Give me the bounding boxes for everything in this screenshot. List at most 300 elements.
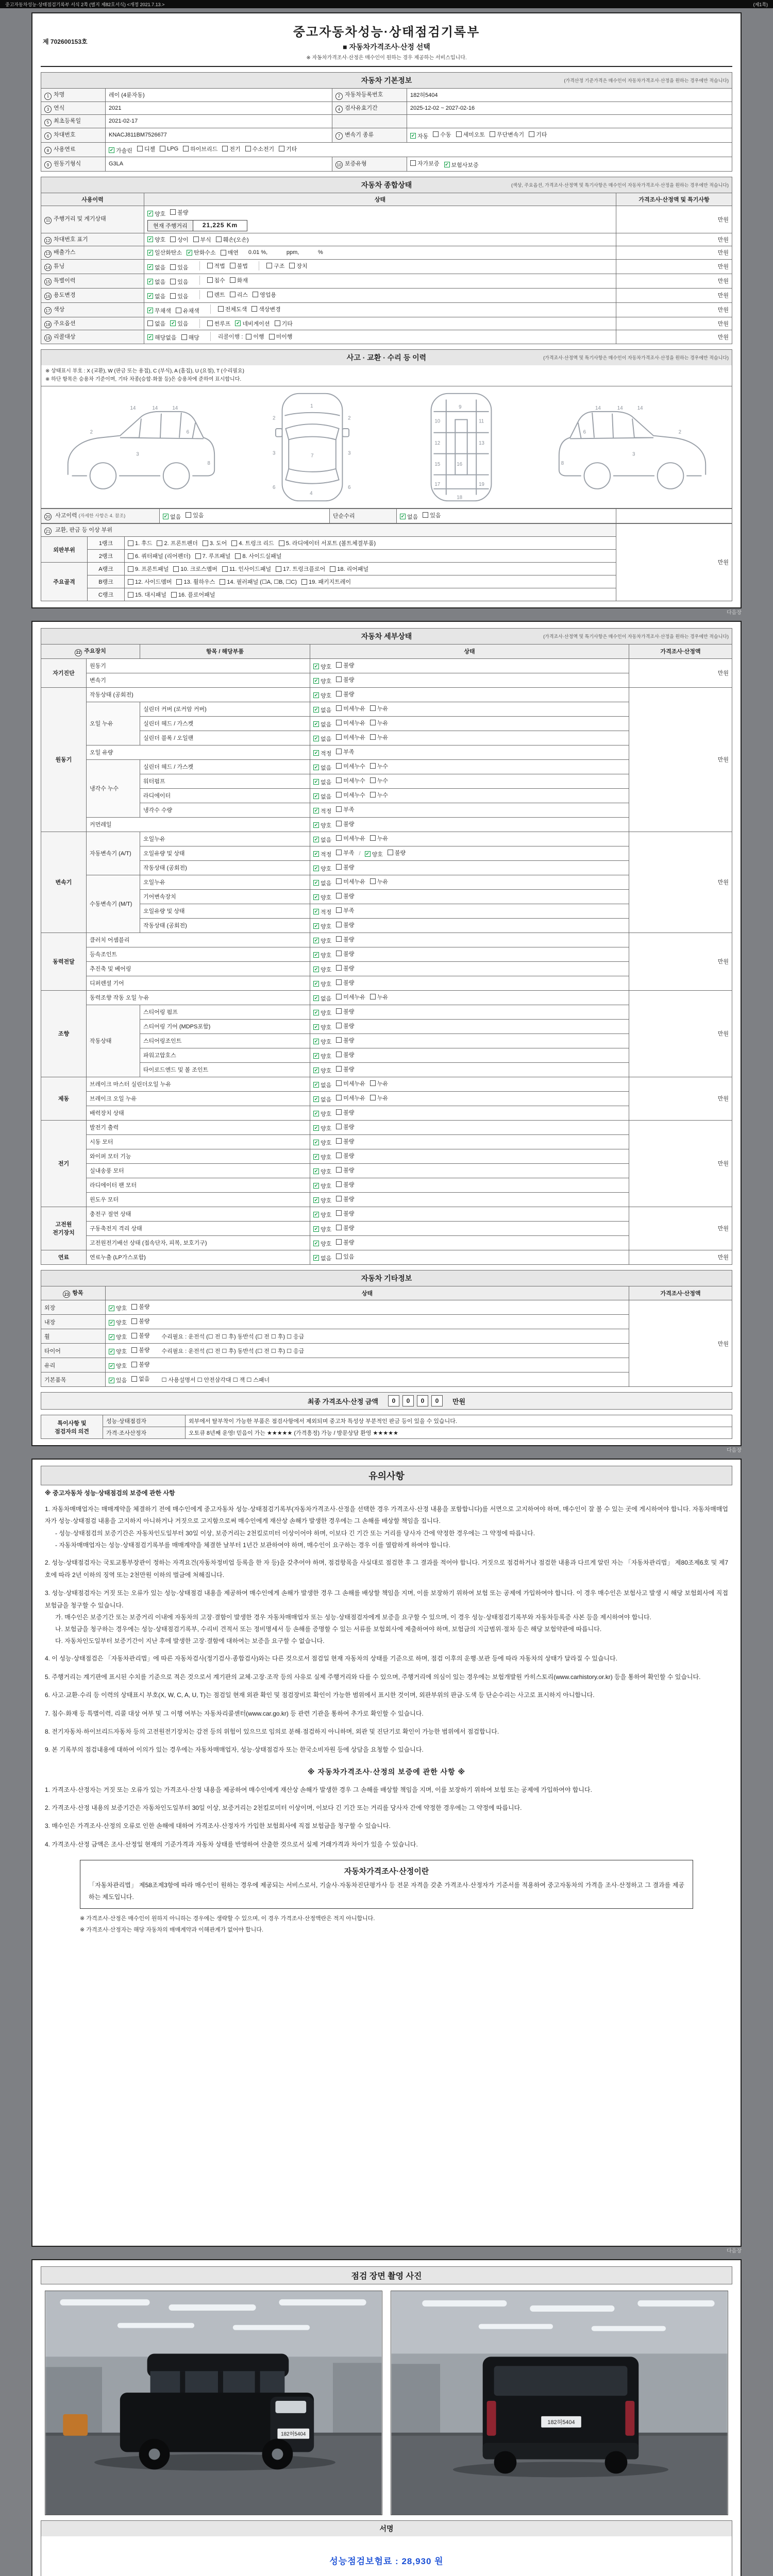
price-cell: 만원 [616, 206, 732, 233]
usage-label [41, 259, 144, 274]
checkbox-18. 리어패널[interactable] [330, 565, 368, 573]
checkbox-양호[interactable] [313, 1240, 331, 1248]
checkbox-미세누유[interactable] [336, 834, 365, 842]
checkbox-불량[interactable] [336, 1007, 354, 1015]
price-cell: 만원 [629, 658, 732, 687]
checkbox-이행[interactable] [246, 332, 264, 341]
pricing-box-note: ※ 가격조사·산정은 매수인이 원하지 아니하는 경우에는 생략할 수 있으며, 이 경우 가격조사·산정액란은 적지 아니합니다. [80, 1915, 375, 1922]
opinion-side-label: 특이사항 및 점검자의 의견 [41, 1415, 103, 1439]
checkbox-불량[interactable] [131, 1360, 149, 1368]
checkbox-적정[interactable] [313, 850, 331, 858]
checkbox-불량[interactable] [336, 863, 354, 871]
circled-number: 19 [44, 334, 52, 342]
checkbox-양호[interactable] [313, 1009, 331, 1017]
checkbox-label: 19. 패키지트레이 [309, 579, 351, 585]
checkbox-label: 누유 [377, 994, 389, 1001]
checkbox-box: ✔ [314, 894, 318, 900]
item-state [310, 788, 629, 803]
detail-row [41, 788, 732, 803]
detail-row [41, 803, 732, 817]
svg-text:8: 8 [561, 460, 564, 466]
checkbox-양호[interactable] [109, 1362, 127, 1370]
checkbox-리스[interactable] [230, 291, 248, 299]
checkbox-수동[interactable] [433, 130, 451, 139]
checkbox-label: 미세누유 [343, 1080, 365, 1087]
checkbox-불량[interactable] [336, 1166, 354, 1174]
current-mileage-label: 현재 주행거리 [148, 221, 193, 231]
checkbox-13. 휠하우스[interactable] [176, 578, 215, 586]
checkbox-있음[interactable] [186, 511, 204, 519]
summary-col-state-label: 상태 [374, 196, 386, 203]
checkbox-부족[interactable] [336, 748, 354, 756]
checkbox-적법[interactable] [207, 262, 225, 270]
checkbox-없음[interactable] [131, 1375, 149, 1383]
checkbox-없음[interactable] [313, 778, 331, 786]
checkbox-기타[interactable] [529, 130, 547, 139]
checkbox-양호[interactable] [313, 893, 331, 902]
detail-row [41, 1062, 732, 1077]
checkbox-label: 적정 [321, 851, 332, 858]
checkbox-없음[interactable] [313, 764, 331, 772]
device-label: 원동기 [41, 687, 87, 832]
checkbox-label: 양호 [321, 1140, 332, 1146]
checkbox-미세누유[interactable] [336, 719, 365, 727]
checkbox-box [279, 146, 284, 151]
checkbox-4. 트렁크 리드[interactable] [231, 539, 274, 547]
svg-text:16: 16 [456, 461, 462, 467]
checkbox-전체도색[interactable] [218, 305, 247, 313]
checkbox-box [336, 676, 342, 682]
checkbox-3. 도어[interactable] [203, 539, 227, 547]
checkbox-box: ✔ [314, 1067, 318, 1073]
checkbox-양호[interactable] [313, 1196, 331, 1205]
checkbox-없음[interactable] [313, 1095, 331, 1104]
checkbox-8. 사이드실패널[interactable] [235, 552, 281, 560]
checkbox-누유[interactable] [370, 733, 388, 741]
detail-row [41, 1091, 732, 1106]
detail-row [41, 1250, 732, 1264]
checkbox-누수[interactable] [370, 776, 388, 785]
checkbox-box: ✔ [314, 750, 318, 755]
checkbox-7. 루프패널[interactable] [195, 552, 231, 560]
checkbox-불량[interactable] [336, 964, 354, 972]
checkbox-1. 후드[interactable] [128, 539, 152, 547]
checkbox-14. 필러패널 (☐A, ☐B, ☐C)[interactable] [220, 578, 297, 586]
checkbox-label: 없음 [321, 1255, 332, 1262]
checkbox-부식[interactable] [193, 235, 211, 244]
checkbox-양호[interactable] [313, 1052, 331, 1060]
checkbox-양호[interactable] [313, 1110, 331, 1118]
checkbox-box [170, 293, 176, 299]
checkbox-box [336, 691, 342, 697]
field-label [332, 89, 407, 102]
rank-label: 1랭크 [88, 537, 125, 550]
checkbox-누유[interactable] [370, 993, 388, 1001]
item-label: 작동상태 (공회전) [140, 860, 310, 875]
checkbox-label: 불량 [394, 850, 406, 856]
checkbox-양호[interactable] [313, 865, 331, 873]
checkbox-19. 패키지트레이[interactable] [301, 578, 351, 586]
detail-col-item-label: 항목 / 해당부품 [206, 649, 244, 655]
checkbox-누유[interactable] [370, 704, 388, 713]
checkbox-썬루프[interactable] [207, 319, 231, 328]
checkbox-불량[interactable] [131, 1331, 149, 1340]
checkbox-label: 전체도색 [225, 306, 247, 313]
checkbox-box [269, 334, 275, 340]
insurance-value: 28,930 원 [401, 2556, 444, 2566]
detail-row [41, 716, 732, 731]
checkbox-세미오토[interactable] [456, 130, 485, 139]
section-summary-note: (색상, 주요옵션, 가격조사·산정액 및 특기사항은 매수인이 자동차가격조사·산정을 원하는 경우에만 적습니다) [511, 182, 729, 188]
checkbox-적정[interactable] [313, 749, 331, 757]
checkbox-불량[interactable] [336, 921, 354, 929]
checkbox-없음[interactable] [400, 513, 418, 521]
checkbox-11. 인사이드패널[interactable] [222, 565, 271, 573]
checkbox-label: 3. 도어 [209, 540, 227, 547]
checkbox-양호[interactable] [313, 1124, 331, 1132]
checkbox-훼손(오손)[interactable] [216, 235, 249, 244]
checkbox-있음[interactable] [170, 263, 188, 272]
checkbox-미세누수[interactable] [336, 791, 365, 799]
usage-label [41, 317, 144, 330]
checkbox-불량[interactable] [336, 1036, 354, 1044]
checkbox-불량[interactable] [336, 690, 354, 698]
checkbox-구조[interactable] [266, 262, 284, 270]
checkbox-없음[interactable] [313, 1254, 331, 1262]
checkbox-양호[interactable] [313, 677, 331, 685]
field-value: 2025-12-02 ~ 2027-02-16 [407, 101, 732, 115]
section-detail-note: (가격조사·산정액 및 특기사항은 매수인이 자동차가격조사·산정을 원하는 경우에만 적습니다) [543, 634, 729, 639]
etc-item-state [106, 1372, 629, 1387]
checkbox-누유[interactable] [370, 834, 388, 842]
checkbox-미세누수[interactable] [336, 762, 365, 770]
checkbox-없음[interactable] [313, 720, 331, 728]
checkbox-불량[interactable] [336, 1022, 354, 1030]
checkbox-box: ✔ [314, 692, 318, 698]
checkbox-불량[interactable] [336, 1065, 354, 1073]
checkbox-미이행[interactable] [269, 332, 293, 341]
checkbox-부족[interactable] [336, 805, 354, 814]
checkbox-양호[interactable] [313, 691, 331, 700]
checkbox-label: 없음 [155, 293, 166, 300]
checkbox-LPG[interactable] [160, 146, 178, 152]
item-label: 브레이크 마스터 실린더오일 누유 [87, 1077, 310, 1091]
section-basic-info-bar [41, 72, 732, 88]
checkbox-label: 보험사보증 [451, 162, 479, 168]
checkbox-미세누유[interactable] [336, 1079, 365, 1088]
checkbox-없음[interactable] [313, 792, 331, 801]
detail-row [41, 759, 732, 774]
checkbox-없음[interactable] [147, 319, 165, 328]
checkbox-box [131, 1347, 137, 1353]
checkbox-없음[interactable] [313, 836, 331, 844]
etc-col-price [629, 1286, 732, 1300]
checkbox-양호[interactable] [313, 821, 331, 829]
checkbox-양호[interactable] [313, 1211, 331, 1219]
checkbox-label: 불량 [139, 1333, 150, 1339]
checkbox-label: 있음 [430, 512, 441, 519]
checkbox-16. 플로어패널[interactable] [171, 590, 215, 599]
usage-label [41, 330, 144, 344]
notice-item-text: 9. 본 기록부의 점검내용에 대하여 이의가 있는 경우에는 자동차매매업자, 성능·상태점검자 또는 한국소비자원 등에 상담을 요청할 수 있습니다. [45, 1746, 424, 1754]
checkbox-불량[interactable] [131, 1317, 149, 1325]
checkbox-없음[interactable] [163, 513, 181, 521]
checkbox-label: 불량 [343, 1196, 355, 1202]
checkbox-양호[interactable] [313, 1038, 331, 1046]
svg-text:2: 2 [272, 415, 275, 421]
checkbox-box [220, 579, 225, 585]
checkbox-box [207, 292, 213, 297]
checkbox-불량[interactable] [336, 820, 354, 828]
checkbox-일산화탄소[interactable] [147, 248, 182, 257]
svg-text:1: 1 [310, 403, 313, 409]
checkbox-17. 트렁크플로어[interactable] [276, 565, 325, 573]
checkbox-자동[interactable] [410, 132, 428, 140]
checkbox-적정[interactable] [313, 807, 331, 815]
checkbox-양호[interactable] [147, 210, 165, 218]
checkbox-없음[interactable] [313, 1081, 331, 1089]
checkbox-유채색[interactable] [176, 307, 199, 315]
checkbox-양호[interactable] [313, 951, 331, 959]
checkbox-label: 없음 [321, 707, 332, 714]
circled-number: 20 [44, 513, 52, 520]
checkbox-양호[interactable] [313, 980, 331, 988]
checkbox-불량[interactable] [336, 1180, 354, 1189]
checkbox-불량[interactable] [336, 1151, 354, 1160]
checkbox-누유[interactable] [370, 877, 388, 886]
field-label [332, 157, 407, 171]
notice-item-text: 3. 성능·상태점검자는 거짓 또는 오류가 있는 성능·상태점검 내용을 제공하여 매수인에게 손해가 발생한 경우 그 손해를 배상할 책임을 지며, 이를 보장하기 위하여 보험 또는 공제에 가입하여야 합니다. 이 경우 매수인은 보험사고 발생 시 해당 보험회사에 직접 보험금을 청구할 수 있습니다. [45, 1589, 728, 1609]
checkbox-있음[interactable] [170, 319, 188, 328]
checkbox-하이브리드[interactable] [183, 145, 217, 153]
checkbox-누수[interactable] [370, 762, 388, 770]
checkbox-양호[interactable] [313, 1139, 331, 1147]
checkbox-있음[interactable] [109, 1376, 127, 1384]
checkbox-부족[interactable] [336, 906, 354, 914]
checkbox-box: ✔ [314, 1039, 318, 1044]
checkbox-5. 라디에이터 서포트 (볼트체결부품)[interactable] [279, 539, 376, 547]
rank-items [125, 588, 616, 601]
item-state [310, 1062, 629, 1077]
checkbox-9. 프론트패널[interactable] [128, 565, 169, 573]
checkbox-불량[interactable] [336, 978, 354, 987]
checkbox-label: 미세누유 [343, 878, 365, 885]
checkbox-불량[interactable] [336, 1108, 354, 1116]
item-state [310, 846, 629, 860]
item-label: 시동 모터 [87, 1134, 310, 1149]
checkbox-있음[interactable] [336, 1252, 354, 1261]
checkbox-label: 부식 [200, 236, 211, 243]
opinion-table [41, 1415, 732, 1439]
checkbox-불량[interactable] [336, 1123, 354, 1131]
checkbox-양호[interactable] [313, 1066, 331, 1075]
checkbox-12. 사이드멤버[interactable] [128, 578, 172, 586]
checkbox-불량[interactable] [170, 208, 188, 216]
checkbox-없음[interactable] [147, 292, 165, 300]
checkbox-기타[interactable] [275, 319, 293, 328]
checkbox-양호[interactable] [313, 1153, 331, 1161]
checkbox-양호[interactable] [313, 922, 331, 930]
detail-row [41, 1221, 732, 1235]
checkbox-label: 없음 [155, 320, 166, 327]
checkbox-탄화수소[interactable] [187, 248, 216, 257]
checkbox-불량[interactable] [336, 675, 354, 684]
checkbox-label: 있음 [177, 264, 189, 271]
checkbox-label: 미세누수 [343, 777, 365, 784]
price-cell: 만원 [616, 233, 732, 246]
checkbox-누유[interactable] [370, 1079, 388, 1088]
checkbox-불량[interactable] [336, 1195, 354, 1203]
checkbox-미세누유[interactable] [336, 733, 365, 741]
checkbox-미세누유[interactable] [336, 877, 365, 886]
checkbox-2. 프론트펜더[interactable] [157, 539, 197, 547]
checkbox-양호[interactable] [109, 1318, 127, 1327]
checkbox-불량[interactable] [336, 1137, 354, 1145]
checkbox-있음[interactable] [170, 278, 188, 286]
field-options [106, 142, 732, 157]
checkbox-불량[interactable] [336, 892, 354, 900]
checkbox-부족[interactable] [336, 849, 354, 857]
document-header [41, 20, 732, 67]
checkbox-미세누유[interactable] [336, 704, 365, 713]
checkbox-있음[interactable] [423, 511, 441, 519]
checkbox-불량[interactable] [336, 935, 354, 943]
checkbox-양호[interactable] [313, 1182, 331, 1190]
checkbox-label: 누수 [377, 777, 389, 784]
checkbox-label: 누수 [377, 763, 389, 770]
checkbox-해당[interactable] [181, 333, 199, 342]
notice-item-text: 1. 자동차매매업자는 매매계약을 체결하기 전에 매수인에게 중고자동차 성능·상태점검기록부(자동차가격조사·산정을 선택한 경우 가격조사·산정 내용을 포함합니다)를 서면으로 고지하여야 하며, 매수인이 잘 볼 수 있는 곳에 게시하여야 합니다. 자동차매매업자가 성능·상태점검 내용을 고지하지 아니하거나 거짓으로 고지함으로써 매수인에게 재산상 손해가 발생한 경우에는 그 손해를 배상할 책임을 집니다. [45, 1505, 728, 1525]
checkbox-15. 대시패널[interactable] [128, 590, 166, 599]
checkbox-미세누수[interactable] [336, 776, 365, 785]
checkbox-디젤[interactable] [137, 145, 155, 153]
checkbox-양호[interactable] [109, 1347, 127, 1355]
item-label: 스티어링 펌프 [140, 1005, 310, 1019]
checkbox-양호[interactable] [365, 850, 383, 858]
car-diagram-top [255, 389, 370, 505]
checkbox-양호[interactable] [313, 1023, 331, 1031]
checkbox-미세누유[interactable] [336, 1094, 365, 1102]
checkbox-불량[interactable] [336, 950, 354, 958]
checkbox-양호[interactable] [109, 1333, 127, 1341]
checkbox-침수[interactable] [207, 276, 225, 284]
checkbox-box [370, 994, 376, 999]
checkbox-불량[interactable] [336, 661, 354, 669]
checkbox-양호[interactable] [109, 1304, 127, 1312]
checkbox-적정[interactable] [313, 908, 331, 916]
checkbox-불량[interactable] [336, 1238, 354, 1246]
checkbox-box [529, 131, 534, 137]
checkbox-label: 양호 [321, 1197, 332, 1204]
item-state [310, 1207, 629, 1221]
item-label: 타이로드엔드 및 볼 조인트 [140, 1062, 310, 1077]
etc-item-label: 유리 [41, 1358, 106, 1372]
checkbox-상이[interactable] [170, 235, 188, 244]
checkbox-기타[interactable] [279, 145, 297, 153]
checkbox-label: 디젤 [144, 146, 156, 152]
checkbox-box: ✔ [314, 808, 318, 813]
detail-row [41, 990, 732, 1005]
checkbox-네비게이션[interactable] [235, 319, 270, 328]
field-label-text: 변속기 종류 [345, 131, 374, 138]
checkbox-해당없음[interactable] [147, 333, 177, 342]
checkbox-미세누유[interactable] [336, 993, 365, 1001]
checkbox-불법[interactable] [230, 262, 248, 270]
checkbox-양호[interactable] [147, 235, 165, 244]
checkbox-6. 쿼터패널 (리어펜더)[interactable] [128, 552, 191, 560]
checkbox-양호[interactable] [313, 1225, 331, 1233]
checkbox-누유[interactable] [370, 719, 388, 727]
checkbox-box [131, 1362, 137, 1367]
page-break-marker: 다음장 [727, 1448, 742, 1453]
checkbox-box [336, 1239, 342, 1245]
checkbox-무단변속기[interactable] [490, 130, 524, 139]
checkbox-수소전기[interactable] [245, 145, 275, 153]
checkbox-없음[interactable] [313, 735, 331, 743]
checkbox-자가보증[interactable] [410, 159, 440, 167]
checkbox-불량[interactable] [336, 1209, 354, 1217]
checkbox-없음[interactable] [313, 994, 331, 1003]
checkbox-label: 미세누유 [343, 835, 365, 842]
state-code-legend [41, 365, 732, 386]
checkbox-10. 크로스멤버[interactable] [173, 565, 217, 573]
checkbox-전기[interactable] [222, 145, 240, 153]
checkbox-무채색[interactable] [147, 307, 171, 315]
checkbox-색상변경[interactable] [251, 305, 281, 313]
checkbox-양호[interactable] [313, 663, 331, 671]
checkbox-box [336, 864, 342, 870]
checkbox-보험사보증[interactable] [444, 161, 479, 169]
checkbox-매연[interactable] [221, 248, 239, 257]
checkbox-있음[interactable] [170, 292, 188, 300]
notice-list [44, 1503, 729, 1756]
checkbox-label: 누유 [377, 705, 389, 712]
checkbox-장치[interactable] [289, 262, 307, 270]
checkbox-불량[interactable] [131, 1302, 149, 1311]
checkbox-없음[interactable] [147, 278, 165, 286]
panel-part-label: 외판부위 [41, 537, 88, 563]
checkbox-label: 기타 [286, 146, 297, 152]
checkbox-불량[interactable] [388, 849, 406, 857]
amount-digit-box: 0 [402, 1395, 414, 1406]
checkbox-불량[interactable] [131, 1346, 149, 1354]
checkbox-화재[interactable] [230, 276, 248, 284]
checkbox-누수[interactable] [370, 791, 388, 799]
checkbox-box: ✔ [314, 967, 318, 972]
checkbox-불량[interactable] [336, 1224, 354, 1232]
checkbox-양호[interactable] [313, 965, 331, 974]
checkbox-label: 양호 [116, 1363, 127, 1369]
checkbox-불량[interactable] [336, 1050, 354, 1059]
checkbox-렌트[interactable] [207, 291, 225, 299]
checkbox-없음[interactable] [147, 263, 165, 272]
etc-item-label: 기본품목 [41, 1372, 106, 1387]
checkbox-가솔린[interactable] [109, 146, 132, 155]
checkbox-box: ✔ [314, 1010, 318, 1015]
checkbox-label: 침수 [214, 277, 225, 284]
checkbox-영업용[interactable] [253, 291, 276, 299]
checkbox-label: 17. 트렁크플로어 [283, 566, 326, 572]
checkbox-양호[interactable] [313, 937, 331, 945]
summary-row [41, 274, 732, 288]
checkbox-box [370, 734, 376, 740]
checkbox-없음[interactable] [313, 706, 331, 714]
svg-text:4: 4 [309, 490, 313, 497]
checkbox-양호[interactable] [313, 1167, 331, 1176]
checkbox-label: 없음 [321, 793, 332, 800]
checkbox-누유[interactable] [370, 1094, 388, 1102]
checkbox-없음[interactable] [313, 879, 331, 887]
